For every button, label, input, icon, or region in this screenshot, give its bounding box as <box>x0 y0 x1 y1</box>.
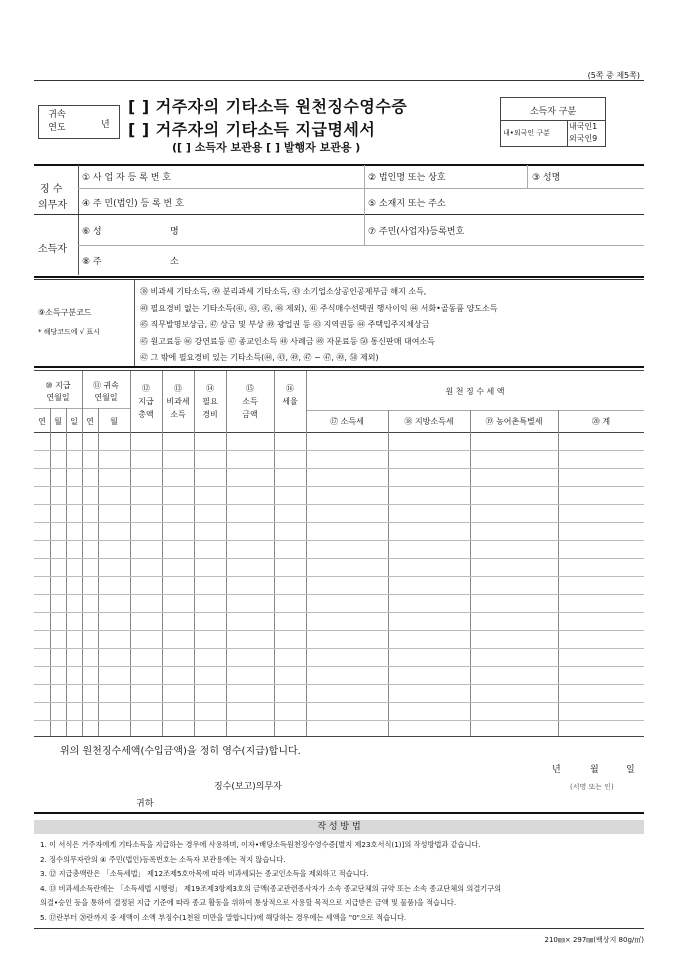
instructions-title-bar <box>34 820 644 834</box>
table-row <box>34 594 644 595</box>
nationality-foreign: 외국인9 <box>569 134 598 143</box>
instructions-list <box>40 838 644 925</box>
instruction-item: 4. ⑬ 비과세소득란에는 「소득세법 시행령」 제19조제3항제3호의 금액(종교관련종사자가 소속 종교단체의 규약 또는 소속 종교단체의 의결기구의 <box>40 883 502 893</box>
table-row <box>34 450 644 451</box>
address-field: ⑤ 소재지 또는 주소 <box>368 199 446 209</box>
withholder-name-field: ③ 성명 <box>532 173 561 183</box>
table-row <box>34 612 644 613</box>
signer-label: 징수(보고)의무자 <box>214 782 282 792</box>
col-nontaxable: ⑬ 비과세 소득 <box>166 384 190 419</box>
date-year: 년 <box>552 765 561 775</box>
instruction-item: 의결•승인 등을 통하여 결정된 지급 기준에 따라 종교 활동을 위하여 통상적으로 사용할 목적으로 지급받은 금액 및 물품)을 적습니다. <box>40 898 457 907</box>
instruction-item: 1. 이 서식은 거주자에게 기타소득을 지급하는 경우에 사용하며, 이자•배당소득원천징수영수증[별지 제23호서식(1)]의 작성방법과 같습니다. <box>40 840 481 849</box>
table-row <box>34 486 644 487</box>
col-total-payment: ⑫ 지급 총액 <box>138 384 154 419</box>
title-receipt: [ ] 거주자의 기타소득 원천징수영수증 <box>128 97 408 116</box>
instruction-item: 5. ⑰란부터 ⑳란까지 중 세액이 소액 부징수(1천원 미만을 말합니다)에 해당하는 경우에는 세액을 "0"으로 적습니다. <box>40 912 407 922</box>
receipt-statement: 위의 원천징수세액(수입금액)을 정히 영수(지급)합니다. <box>60 746 301 757</box>
attribution-label: 귀속 연도 <box>48 110 66 133</box>
paper-size: 210㎜× 297㎜(백상지 80g/㎡) <box>544 936 644 944</box>
sub-year: 연 <box>86 417 94 426</box>
col-total: ⑳ 계 <box>591 417 611 426</box>
sub-year: 연 <box>38 417 46 426</box>
withholder-label-1: 징 수 <box>40 184 63 195</box>
sub-month: 월 <box>54 417 62 426</box>
table-row <box>34 684 644 685</box>
page-number: (5쪽 중 제5쪽) <box>587 71 640 80</box>
top-rule <box>34 80 644 81</box>
table-row <box>34 504 644 505</box>
income-code-note: * 해당코드에 √ 표시 <box>38 328 100 336</box>
recipient-reg-number-field: ⑦ 주민(사업자)등록번호 <box>368 227 465 237</box>
income-class-header: 소득자 구분 <box>529 107 577 117</box>
instructions-title: 작 성 방 법 <box>317 822 361 832</box>
col-attribution-date: ⑪ 귀속 연월일 <box>93 381 119 402</box>
resident-reg-number-field: ④ 주 민(법인) 등 록 번 호 <box>82 199 184 209</box>
table-row <box>34 702 644 703</box>
table-row <box>34 648 644 649</box>
col-local-income-tax: ⑱ 지방소득세 <box>404 417 454 426</box>
table-row <box>34 630 644 631</box>
col-payment-date: ⑩ 지급 연월일 <box>45 381 71 402</box>
income-code-line: ㊺ 직무발명보상금, ㊼ 상금 및 부상 ㊾ 광업권 등 ㊸ 지역권등 ㊹ 주택입주지체상금 <box>140 320 430 329</box>
table-row <box>34 666 644 667</box>
recipient-address-field: ⑧ 주 <box>82 257 102 267</box>
table-row <box>34 720 644 721</box>
attribution-year-unit: 년 <box>101 120 110 130</box>
nationality-label: 내•외국인 구분 <box>503 129 550 137</box>
date-month: 월 <box>590 765 599 775</box>
income-code-line: ㊳ 비과세 기타소득, ㊾ 분리과세 기타소득, ㊸ 소기업소상공인공제부금 해지 소득, <box>140 287 427 296</box>
withheld-tax-header: 원 천 징 수 세 액 <box>445 387 505 396</box>
title-statement: [ ] 거주자의 기타소득 지급명세서 <box>128 120 376 139</box>
sub-month: 월 <box>110 417 118 426</box>
nationality-domestic: 내국인1 <box>569 122 598 131</box>
sub-day: 일 <box>70 417 78 426</box>
company-name-field: ② 법인명 또는 상호 <box>368 173 446 183</box>
table-row <box>34 468 644 469</box>
col-income-amount: ⑮ 소득 금액 <box>242 384 258 419</box>
col-tax-rate: ⑯ 세율 <box>282 384 298 406</box>
withholder-label-2: 의무자 <box>38 200 67 211</box>
table-row <box>34 576 644 577</box>
signature-note: (서명 또는 인) <box>570 783 614 791</box>
recipient-address-suffix: 소 <box>170 257 179 267</box>
col-rural-special-tax: ⑲ 농어촌특별세 <box>485 417 543 426</box>
recipient-label: 소득자 <box>38 244 67 255</box>
addressee: 귀하 <box>136 799 154 809</box>
table-row <box>34 522 644 523</box>
instruction-item: 2. 징수의무자란의 ④ 주민(법인)등록번호는 소득자 보관용에는 적지 않습니다. <box>40 854 286 864</box>
table-row <box>34 558 644 559</box>
income-code-line: ㊺ 원고료등 ㊻ 강연료등 ㊼ 종교인소득 ㊽ 사례금 ㊾ 자문료등 ㊿ 통신판매 대여소득 <box>140 336 435 346</box>
instruction-item: 3. ⑫ 지급총액란은 「소득세법」 제12조제5호아목에 따라 비과세되는 종교인소득을 제외하고 적습니다. <box>40 869 369 878</box>
attribution-year-box <box>38 105 120 139</box>
income-code-label: ⑨소득구분코드 <box>38 308 92 317</box>
table-row <box>34 540 644 541</box>
business-reg-number-field: ① 사 업 자 등 록 번 호 <box>82 173 171 183</box>
income-code-line: ㊷ 그 밖에 필요경비 있는 기타소득(㊹, ㊸, ㊾, ㊼ ~ ㊼, ㊾, ㊿ 제외) <box>140 353 379 362</box>
title-copy-type: ([ ] 소득자 보관용 [ ] 발행자 보관용 ) <box>172 141 361 154</box>
income-class-box <box>500 97 606 147</box>
income-code-line: ㊵ 필요경비 없는 기타소득(㊶, ㊸, ㊺, ㊽ 제외), ㊶ 주식매수선택권 행사이익 ㊹ 서화•골동품 양도소득 <box>140 303 498 313</box>
date-day: 일 <box>626 765 635 775</box>
col-expenses: ⑭ 필요 경비 <box>202 384 218 419</box>
recipient-name-field: ⑥ 성 <box>82 227 102 237</box>
income-code-list <box>140 284 497 367</box>
recipient-name-suffix: 명 <box>170 227 179 237</box>
col-income-tax: ⑰ 소득세 <box>330 417 364 426</box>
